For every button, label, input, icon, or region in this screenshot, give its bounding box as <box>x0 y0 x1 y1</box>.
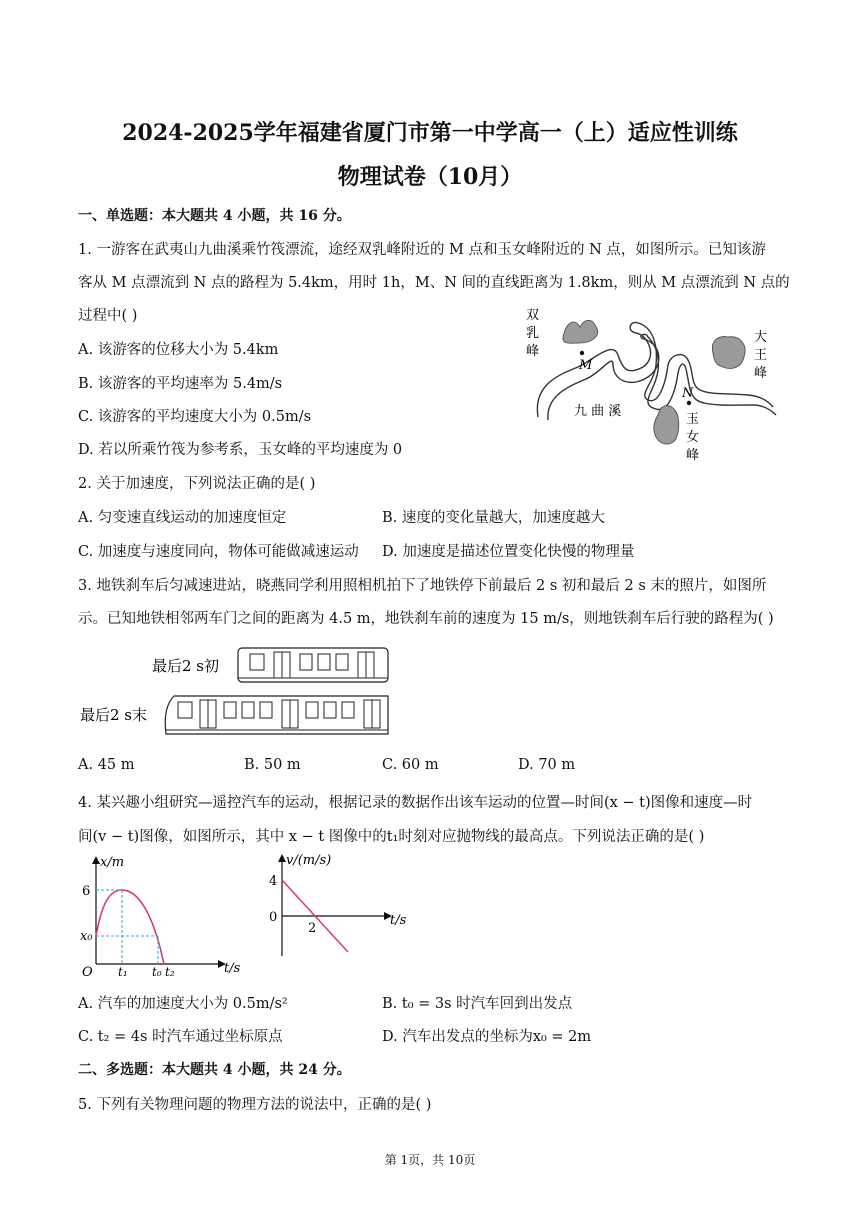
q1-stem-line1: 1. 一游客在武夷山九曲溪乘竹筏漂流，途经双乳峰附近的 M 点和玉女峰附近的 N 点，如图所示。已知该游 <box>78 242 766 258</box>
section-heading-single-choice: 一、单选题：本大题共 4 小题，共 16 分。 <box>78 208 351 224</box>
q3-option-c: C. 60 m <box>382 757 439 773</box>
xt-tick-t1: t₁ <box>118 965 128 979</box>
xt-tick-t2: t₂ <box>165 965 175 979</box>
page-footer: 第 1页，共 10页 <box>384 1153 476 1167</box>
xt-curve <box>96 890 164 964</box>
q3-stem-line1: 3. 地铁刹车后匀减速进站，晓燕同学利用照相机拍下了地铁停下前最后 2 s 初和最后 2 s 末的照片，如图所 <box>78 578 767 594</box>
train-start <box>238 648 388 682</box>
q4-stem-line1: 4. 某兴趣小组研究—遥控汽车的运动，根据记录的数据作出该车运动的位置—时间(x − t)图像和速度—时 <box>78 795 753 811</box>
yunufeng-rock <box>654 406 679 444</box>
q5-stem: 5. 下列有关物理问题的物理方法的说法中，正确的是( ) <box>78 1097 432 1113</box>
label-n: N <box>682 386 694 401</box>
label-shuangrufeng-3: 峰 <box>526 344 540 359</box>
q3-option-d: D. 70 m <box>518 757 576 773</box>
label-last-2s-start: 最后2 s初 <box>152 657 220 675</box>
point-m <box>580 351 584 355</box>
xt-tick-6: 6 <box>82 884 91 899</box>
q1-option-b: B. 该游客的平均速率为 5.4m/s <box>78 376 283 392</box>
vt-tick-2: 2 <box>308 921 317 936</box>
river-map-figure <box>518 305 780 467</box>
q2-option-c: C. 加速度与速度同向，物体可能做减速运动 <box>78 544 359 560</box>
q1-stem-line3: 过程中( ) <box>78 308 138 324</box>
vt-ylabel: v/(m/s) <box>286 853 332 868</box>
q2-option-a: A. 匀变速直线运动的加速度恒定 <box>78 510 287 526</box>
point-n <box>687 401 691 405</box>
q4-option-c: C. t₂ = 4s 时汽车通过坐标原点 <box>78 1029 283 1045</box>
xt-ylabel: x/m <box>100 855 125 870</box>
label-jiuquxi: 九 曲 溪 <box>574 404 622 419</box>
q3-option-a: A. 45 m <box>78 757 135 773</box>
xt-xlabel: t/s <box>224 961 241 976</box>
q4-option-b: B. t₀ = 3s 时汽车回到出发点 <box>382 996 573 1012</box>
label-yunufeng-2: 女 <box>686 430 700 445</box>
page-title: 2024-2025学年福建省厦门市第一中学高一（上）适应性训练 <box>122 120 738 146</box>
label-last-2s-end: 最后2 s末 <box>80 706 148 724</box>
vt-graph <box>266 852 426 962</box>
q3-option-b: B. 50 m <box>244 757 301 773</box>
q1-option-c: C. 该游客的平均速度大小为 0.5m/s <box>78 409 312 425</box>
vt-tick-0: 0 <box>269 910 278 925</box>
dawangfeng-rock <box>712 337 745 369</box>
label-dawangfeng-3: 峰 <box>754 366 768 381</box>
label-shuangrufeng-2: 乳 <box>526 326 540 341</box>
subway-figure <box>78 638 390 740</box>
xt-origin: O <box>82 965 93 980</box>
xt-tick-t0: t₀ <box>152 965 162 979</box>
q2-option-b: B. 速度的变化量越大，加速度越大 <box>382 510 605 526</box>
label-m: M <box>579 358 593 373</box>
label-shuangrufeng-1: 双 <box>526 308 540 323</box>
shuangrufeng-rock <box>563 320 598 343</box>
vt-tick-4: 4 <box>269 874 278 889</box>
q1-option-d: D. 若以所乘竹筏为参考系，玉女峰的平均速度为 0 <box>78 442 403 458</box>
xt-graph <box>78 852 248 980</box>
label-dawangfeng-1: 大 <box>754 330 768 345</box>
label-yunufeng-3: 峰 <box>686 448 700 463</box>
vt-xlabel: t/s <box>390 913 407 928</box>
label-dawangfeng-2: 王 <box>754 348 768 363</box>
page-subtitle: 物理试卷（10月） <box>337 164 523 190</box>
q2-stem: 2. 关于加速度，下列说法正确的是( ) <box>78 476 316 492</box>
section-heading-multiple-choice: 二、多选题：本大题共 4 小题，共 24 分。 <box>78 1062 351 1078</box>
q4-stem-line2: 间(v − t)图像，如图所示，其中 x − t 图像中的t₁时刻对应抛物线的最高点。下列说法正确的是( ) <box>78 829 705 845</box>
q3-stem-line2: 示。已知地铁相邻两车门之间的距离为 4.5 m，地铁刹车前的速度为 15 m/s，则地铁刹车后行驶的路程为( ) <box>78 611 774 627</box>
q1-option-a: A. 该游客的位移大小为 5.4km <box>78 342 279 358</box>
q4-option-a: A. 汽车的加速度大小为 0.5m/s² <box>78 996 288 1012</box>
q4-option-d: D. 汽车出发点的坐标为x₀ = 2m <box>382 1029 592 1045</box>
q2-option-d: D. 加速度是描述位置变化快慢的物理量 <box>382 544 635 560</box>
q1-stem-line2: 客从 M 点漂流到 N 点的路程为 5.4km，用时 1h，M、N 间的直线距离为 1.8km，则从 M 点漂流到 N 点的 <box>78 275 790 291</box>
train-end <box>165 696 388 734</box>
xt-tick-x0: x₀ <box>80 929 93 944</box>
label-yunufeng-1: 玉 <box>686 412 700 427</box>
